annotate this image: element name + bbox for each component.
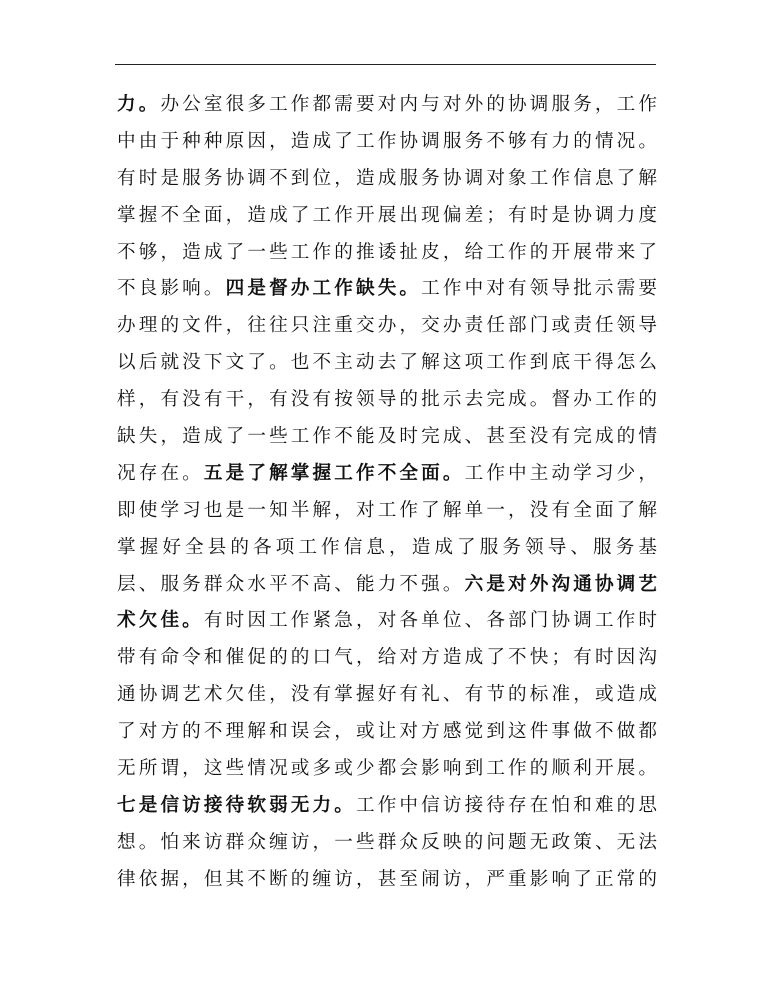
text-line [117, 198, 657, 235]
text-line [117, 862, 657, 899]
text-line [117, 271, 657, 308]
bold-heading-text: 术欠佳。 [117, 610, 204, 632]
text-line [117, 124, 657, 161]
body-text-segment: 即使学习也是一知半解，对工作了解单一，没有全面了解 [117, 499, 657, 521]
body-text-segment: 有时因工作紧急，对各单位、各部门协调工作时 [203, 610, 657, 632]
body-text-segment: 缺失，造成了一些工作不能及时完成、甚至没有完成的情 [117, 426, 657, 448]
text-line [117, 382, 657, 419]
text-line [117, 825, 657, 862]
text-line [117, 493, 657, 530]
body-text-segment: 不良影响。 [117, 278, 226, 300]
text-line [117, 530, 657, 567]
bold-heading-text: 四是督办工作缺失。 [225, 278, 422, 300]
text-line [117, 161, 657, 198]
body-text-segment: 掌握不全面，造成了工作开展出现偏差；有时是协调力度 [117, 204, 657, 226]
header-rule [115, 64, 656, 65]
body-text-segment: 无所谓，这些情况或多或少都会影响到工作的顺利开展。 [117, 758, 657, 780]
body-text-segment: 办公室很多工作都需要对内与对外的协调服务，工作 [160, 94, 657, 115]
body-text-segment: 以后就没下文了。也不主动去了解这项工作到底干得怎么 [117, 352, 657, 374]
text-line [117, 788, 657, 825]
body-text-segment: 了对方的不理解和误会，或让对方感觉到这件事做不做都 [117, 721, 657, 743]
body-text-segment: 况存在。 [117, 462, 204, 484]
body-text-segment: 工作中对有领导批示需要 [421, 278, 657, 300]
bold-heading-text: 力。 [117, 94, 161, 115]
body-text-segment: 工作中主动学习少， [464, 462, 657, 484]
bold-heading-text: 五是了解掌握工作不全面。 [203, 462, 465, 484]
text-line [117, 419, 657, 456]
body-text-segment: 不够，造成了一些工作的推诿扯皮，给工作的开展带来了 [117, 241, 657, 263]
body-text-segment: 样，有没有干，有没有按领导的批示去完成。督办工作的 [117, 389, 657, 411]
body-text-segment: 通协调艺术欠佳，没有掌握好有礼、有节的标准，或造成 [117, 684, 657, 706]
body-text-segment: 律依据，但其不断的缠访，甚至闹访，严重影响了正常的 [117, 868, 657, 890]
body-text-segment: 中由于种种原因，造成了工作协调服务不够有力的情况。 [117, 130, 657, 152]
body-text-segment: 带有命令和催促的的口气，给对方造成了不快；有时因沟 [117, 647, 657, 669]
bold-heading-text: 六是对外沟通协调艺 [464, 573, 657, 595]
text-line [117, 235, 657, 272]
body-text-segment: 层、服务群众水平不高、能力不强。 [117, 573, 465, 595]
body-text-segment: 有时是服务协调不到位，造成服务协调对象工作信息了解 [117, 167, 657, 189]
text-line [117, 345, 657, 382]
body-text-segment: 掌握好全县的各项工作信息，造成了服务领导、服务基 [117, 536, 657, 558]
body-text-segment: 想。怕来访群众缠访，一些群众反映的问题无政策、无法 [117, 831, 657, 853]
bold-heading-text: 七是信访接待软弱无力。 [117, 794, 356, 816]
text-line [117, 87, 657, 124]
text-line [117, 603, 657, 640]
body-text-segment: 工作中信访接待存在怕和难的思 [355, 794, 657, 816]
text-line [117, 456, 657, 493]
text-line [117, 714, 657, 751]
document-body [117, 87, 657, 899]
text-line [117, 640, 657, 677]
text-line [117, 567, 657, 604]
body-text-segment: 办理的文件，往往只注重交办，交办责任部门或责任领导 [117, 315, 657, 337]
text-line [117, 751, 657, 788]
text-line [117, 677, 657, 714]
text-line [117, 308, 657, 345]
